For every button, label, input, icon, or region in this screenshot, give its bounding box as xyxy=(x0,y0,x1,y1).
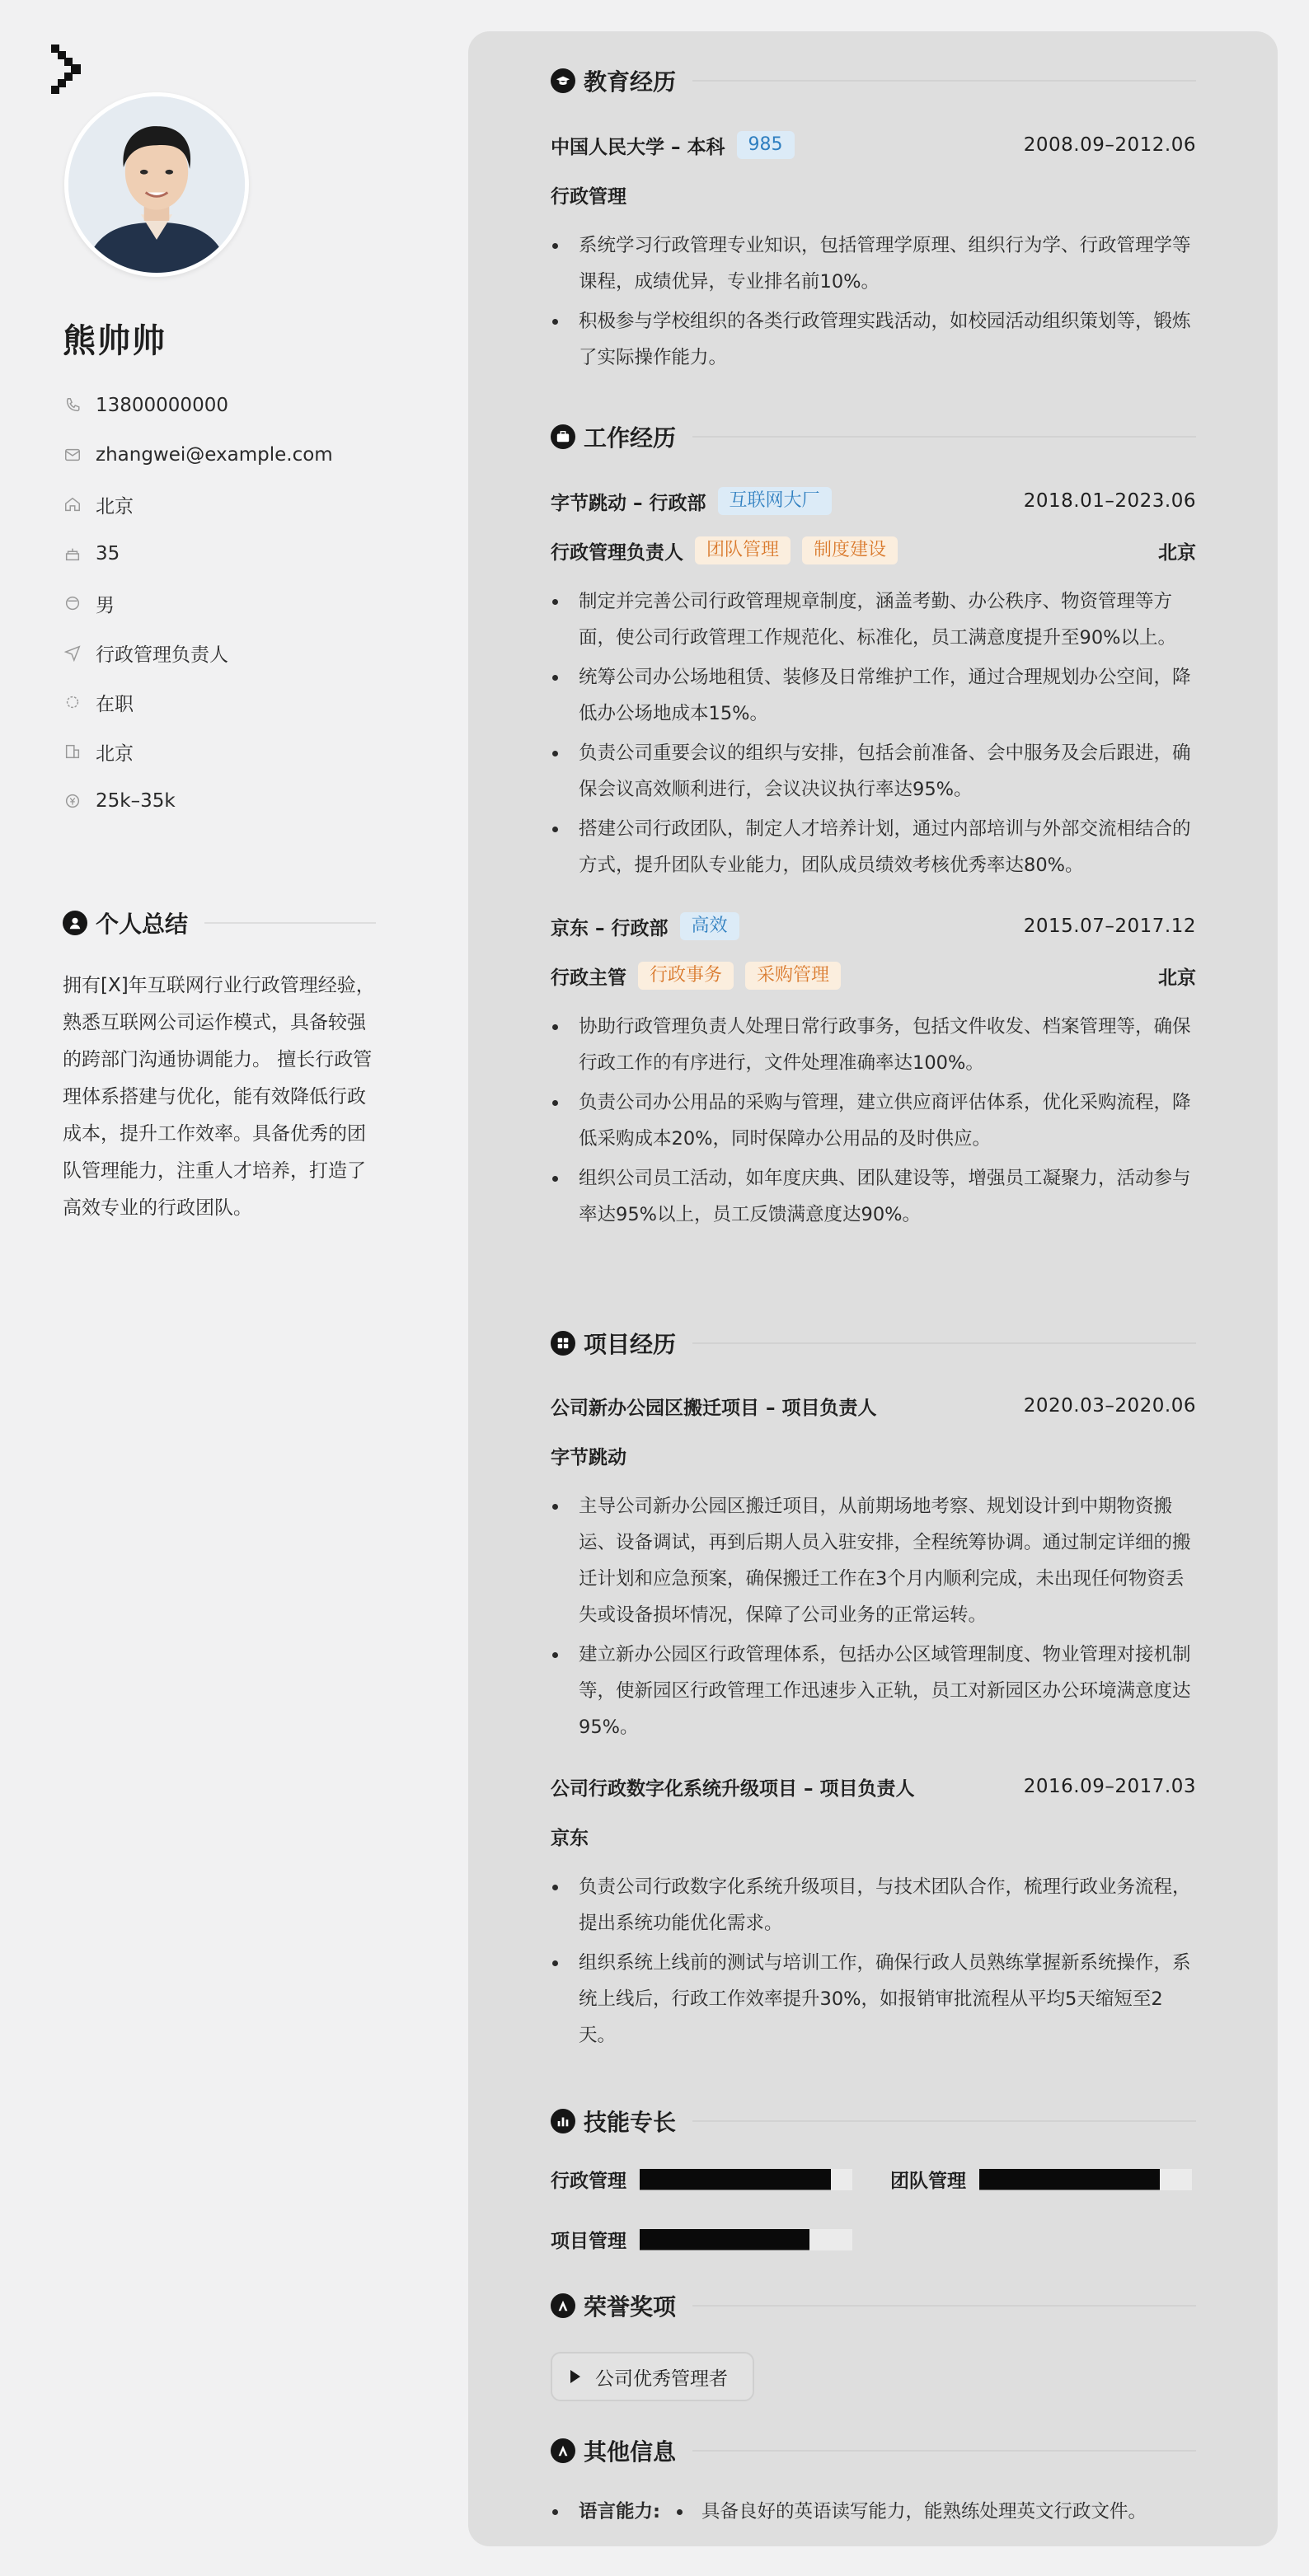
list-item: 协助行政管理负责人处理日常行政事务，包括文件收发、档案管理等，确保行政工作的有序进行，文件处理准确率达100%。 xyxy=(551,1009,1196,1081)
list-item: 主导公司新办公园区搬迁项目，从前期场地考察、规划设计到中期物资搬运、设备调试，再到后期人员入驻安排，全程统筹协调。通过制定详细的搬迁计划和应急预案，确保搬迁工作在3个月内顺利完成，未出现任何物资丢失或设备损坏情况，保障了公司业务的正常运转。 xyxy=(551,1488,1196,1633)
summary-header xyxy=(63,906,376,939)
phone-icon xyxy=(63,396,82,415)
candidate-name: 熊帅帅 xyxy=(63,322,167,360)
status-text: 在职 xyxy=(96,693,134,715)
graduation-cap-icon xyxy=(551,68,575,93)
project-name: 公司行政数字化系统升级项目 – 项目负责人 xyxy=(551,1777,915,1800)
skill-bar-fill xyxy=(640,2169,831,2190)
work-section xyxy=(551,420,1196,1233)
divider xyxy=(692,1342,1196,1344)
divider xyxy=(692,80,1196,82)
divider xyxy=(692,2120,1196,2122)
list-item xyxy=(551,2494,1196,2530)
skill-bar-fill xyxy=(979,2169,1160,2190)
skill-bar xyxy=(979,2169,1192,2190)
age-text: 35 xyxy=(96,543,120,564)
job-bullets xyxy=(551,583,1196,883)
skill-bar xyxy=(640,2169,852,2190)
role-tag: 采购管理 xyxy=(745,962,841,990)
project-date: 2016.09–2017.03 xyxy=(1023,1776,1196,1797)
info-status xyxy=(63,677,333,727)
role-row xyxy=(551,959,1196,992)
work-title: 工作经历 xyxy=(584,424,677,452)
contact-info xyxy=(63,381,333,826)
education-title: 教育经历 xyxy=(584,68,677,96)
project-name: 公司新办公园区搬迁项目 – 项目负责人 xyxy=(551,1397,877,1419)
briefcase-icon xyxy=(551,424,575,449)
avatar xyxy=(64,92,249,277)
salary-text: 25k–35k xyxy=(96,790,176,812)
skill-label: 行政管理 xyxy=(551,2171,626,2192)
logo-icon xyxy=(51,44,89,97)
project-bullets xyxy=(551,1488,1196,1745)
email-text: zhangwei@example.com xyxy=(96,444,333,466)
info-email xyxy=(63,430,333,480)
divider xyxy=(204,922,376,924)
award-item[interactable] xyxy=(551,2352,754,2401)
other-header xyxy=(551,2434,1196,2467)
education-header xyxy=(551,64,1196,97)
role-row xyxy=(551,534,1196,567)
building-icon xyxy=(63,742,82,761)
bullet-dot xyxy=(677,2509,683,2515)
other-title: 其他信息 xyxy=(584,2438,677,2466)
language-icon xyxy=(551,2438,575,2463)
divider xyxy=(692,436,1196,438)
job-bullets xyxy=(551,1009,1196,1233)
honors-section xyxy=(551,2289,1196,2401)
info-gender xyxy=(63,578,333,628)
send-icon xyxy=(63,643,82,663)
list-item: 统筹公司办公场地租赁、装修及日常维护工作，通过合理规划办公空间，降低办公场地成本15%。 xyxy=(551,659,1196,732)
job-row xyxy=(551,485,1196,518)
list-item: 建立新办公园区行政管理体系，包括办公区域管理制度、物业管理对接机制等，使新园区行政管理工作迅速步入正轨，员工对新园区办公环境满意度达95%。 xyxy=(551,1637,1196,1745)
info-city xyxy=(63,727,333,776)
projects-header xyxy=(551,1327,1196,1360)
skill-item xyxy=(890,2166,1192,2193)
status-icon xyxy=(63,692,82,712)
city-text: 北京 xyxy=(96,742,134,765)
play-icon xyxy=(570,2370,580,2383)
skills-title: 技能专长 xyxy=(584,2109,677,2136)
school-name: 中国人民大学 – 本科 xyxy=(551,136,725,158)
other-label: 语言能力: xyxy=(579,2501,660,2522)
job-date: 2015.07–2017.12 xyxy=(1023,916,1196,937)
mail-icon xyxy=(63,445,82,465)
user-icon xyxy=(63,911,87,935)
honors-header xyxy=(551,2289,1196,2322)
education-row xyxy=(551,129,1196,162)
other-section xyxy=(551,2434,1196,2530)
list-item: 搭建公司行政团队，制定人才培养计划，通过内部培训与外部交流相结合的方式，提升团队专业能力，团队成员绩效考核优秀率达80%。 xyxy=(551,811,1196,883)
job-city: 北京 xyxy=(1158,967,1196,989)
project-date: 2020.03–2020.06 xyxy=(1023,1395,1196,1417)
list-item: 制定并完善公司行政管理规章制度，涵盖考勤、办公秩序、物资管理等方面，使公司行政管理工作规范化、标准化，员工满意度提升至90%以上。 xyxy=(551,583,1196,656)
gender-text: 男 xyxy=(96,594,115,616)
summary-text: 拥有[X]年互联网行业行政管理经验，熟悉互联网公司运作模式，具备较强的跨部门沟通协调能力。 擅长行政管理体系搭建与优化，能有效降低行政成本，提升工作效率。具备优秀的团队管理能力，注重人才培养，打造了高效专业的行政团队。 xyxy=(63,975,375,1219)
skill-label: 项目管理 xyxy=(551,2231,626,2252)
award-label: 公司优秀管理者 xyxy=(595,2368,728,2390)
divider xyxy=(692,2450,1196,2452)
list-item: 组织公司员工活动，如年度庆典、团队建设等，增强员工凝聚力，活动参与率达95%以上，员工反馈满意度达90%。 xyxy=(551,1160,1196,1233)
project-row xyxy=(551,1770,1196,1803)
info-location xyxy=(63,480,333,529)
skills-row xyxy=(551,2166,1196,2193)
other-text-wrap xyxy=(673,2494,1147,2530)
info-age xyxy=(63,529,333,578)
education-bullets xyxy=(551,227,1196,376)
list-item: 组织系统上线前的测试与培训工作，确保行政人员熟练掌握新系统操作，系统上线后，行政工作效率提升30%，如报销审批流程从平均5天缩短至2天。 xyxy=(551,1945,1196,2054)
list-item: 负责公司重要会议的组织与安排，包括会前准备、会中服务及会后跟进，确保会议高效顺利进行，会议决议执行率达95%。 xyxy=(551,735,1196,808)
job-date: 2018.01–2023.06 xyxy=(1023,490,1196,512)
skill-item xyxy=(551,2166,852,2193)
skill-item xyxy=(551,2226,852,2253)
skills-row xyxy=(551,2226,1196,2253)
divider xyxy=(692,2305,1196,2307)
info-position xyxy=(63,628,333,677)
project-org: 京东 xyxy=(551,1827,589,1849)
role-tag: 行政事务 xyxy=(638,962,734,990)
company-tag: 高效 xyxy=(680,912,739,940)
company-name: 京东 – 行政部 xyxy=(551,917,669,939)
skills-section xyxy=(551,2105,1196,2253)
honors-title: 荣誉奖项 xyxy=(584,2293,677,2321)
major-row xyxy=(551,178,1196,211)
project-org-row xyxy=(551,1439,1196,1472)
skill-label: 团队管理 xyxy=(890,2171,966,2192)
avatar-image xyxy=(68,96,245,273)
info-phone xyxy=(63,381,333,430)
list-item: 积极参与学校组织的各类行政管理实践活动，如校园活动组织策划等，锻炼了实际操作能力。 xyxy=(551,303,1196,376)
project-org-row xyxy=(551,1820,1196,1852)
right-column xyxy=(468,31,1278,2546)
summary-title: 个人总结 xyxy=(96,911,189,938)
salary-icon xyxy=(63,791,82,811)
list-item: 系统学习行政管理专业知识，包括管理学原理、组织行为学、行政管理学等课程，成绩优异，专业排名前10%。 xyxy=(551,227,1196,300)
role: 行政管理负责人 xyxy=(551,541,683,564)
role: 行政主管 xyxy=(551,967,626,989)
skill-bar-fill xyxy=(640,2229,809,2250)
honors-list xyxy=(551,2352,1196,2401)
project-bullets xyxy=(551,1869,1196,2054)
work-header xyxy=(551,420,1196,453)
school-tag: 985 xyxy=(737,131,795,159)
projects-section xyxy=(551,1327,1196,2054)
projects-title: 项目经历 xyxy=(584,1331,677,1358)
cake-icon xyxy=(63,544,82,564)
home-icon xyxy=(63,494,82,514)
company-name: 字节跳动 – 行政部 xyxy=(551,492,706,514)
role-tag: 团队管理 xyxy=(695,536,791,564)
phone-text: 13800000000 xyxy=(96,395,228,416)
skills-header xyxy=(551,2105,1196,2138)
company-tag: 互联网大厂 xyxy=(718,487,832,515)
grid-icon xyxy=(551,1331,575,1356)
job-row xyxy=(551,910,1196,943)
list-item: 负责公司办公用品的采购与管理，建立供应商评估体系，优化采购流程，降低采购成本20%，同时保障办公用品的及时供应。 xyxy=(551,1084,1196,1157)
education-date: 2008.09–2012.06 xyxy=(1023,134,1196,156)
role-tag: 制度建设 xyxy=(802,536,898,564)
left-column xyxy=(0,0,445,2576)
position-text: 行政管理负责人 xyxy=(96,644,228,666)
info-salary xyxy=(63,776,333,826)
other-text: 具备良好的英语读写能力，能熟练处理英文行政文件。 xyxy=(701,2501,1147,2522)
award-icon xyxy=(551,2293,575,2318)
major: 行政管理 xyxy=(551,185,626,208)
job-city: 北京 xyxy=(1158,541,1196,564)
location-text: 北京 xyxy=(96,495,134,518)
bar-chart-icon xyxy=(551,2109,575,2133)
education-section xyxy=(551,64,1196,376)
gender-icon xyxy=(63,593,82,613)
list-item: 负责公司行政数字化系统升级项目，与技术团队合作，梳理行政业务流程，提出系统功能优化需求。 xyxy=(551,1869,1196,1941)
skill-bar xyxy=(640,2229,852,2250)
project-org: 字节跳动 xyxy=(551,1446,626,1468)
project-row xyxy=(551,1389,1196,1422)
